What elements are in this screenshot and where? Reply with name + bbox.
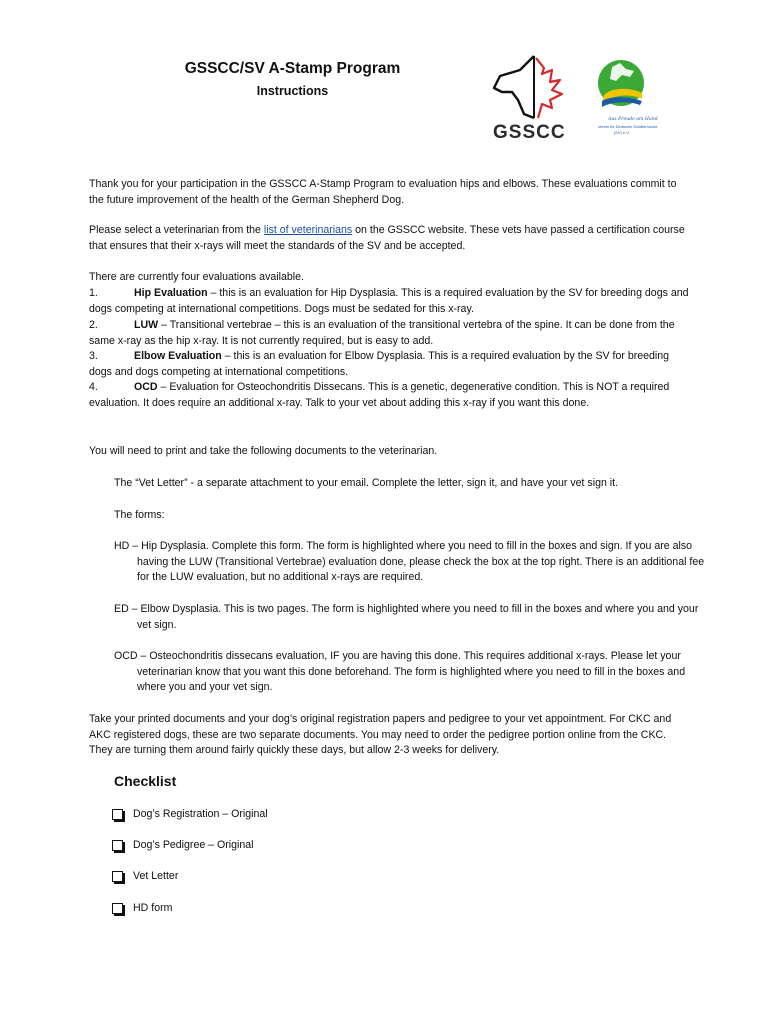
evaluation-name: OCD bbox=[134, 381, 158, 393]
form-ed-paragraph: ED – Elbow Dysplasia. This is two pages. The form is highlighted where you need to fill in the boxes and where you and your vet sign. bbox=[114, 603, 699, 631]
page-title: GSSCC/SV A-Stamp Program bbox=[184, 60, 401, 77]
gsscc-logo-text: GSSCC bbox=[493, 122, 566, 143]
evaluation-number: 2. bbox=[89, 319, 98, 331]
checklist-item-label: Vet Letter bbox=[133, 870, 179, 882]
gsscc-logo bbox=[490, 52, 584, 144]
intro-paragraph: Thank you for your participation in the GSSCC A-Stamp Program to evaluation hips and elbows. These evaluations commit to the future improvement of the health of the German Shepherd Dog. bbox=[89, 178, 677, 206]
checkbox-icon[interactable] bbox=[112, 871, 123, 882]
vet-list-text-before: Please select a veterinarian from the bbox=[89, 224, 264, 236]
evaluation-number: 4. bbox=[89, 381, 98, 393]
sv-logo bbox=[590, 57, 660, 142]
evaluations-lead: There are currently four evaluations available. bbox=[89, 271, 304, 283]
sv-logo-mark bbox=[590, 57, 660, 142]
vet-list-paragraph bbox=[89, 223, 689, 254]
vet-list-link[interactable]: list of veterinarians bbox=[263, 224, 353, 236]
documents-lead: You will need to print and take the following documents to the veterinarian. bbox=[89, 445, 438, 457]
checklist-item-label: Dog’s Pedigree – Original bbox=[133, 839, 254, 851]
checkbox-icon[interactable] bbox=[112, 903, 123, 914]
checklist-item[interactable] bbox=[112, 805, 268, 823]
evaluation-name: LUW bbox=[134, 319, 159, 331]
form-ocd-paragraph: OCD – Osteochondritis dissecans evaluation, IF you are having this done. This requires additional x-rays. Please let your veterinarian know that you want this done beforehand. The form is highlighted where you need to fill in the boxes and where you and your vet sign. bbox=[114, 650, 686, 694]
vet-letter-paragraph: The “Vet Letter” - a separate attachment to your email. Complete the letter, sign it, and have your vet sign it. bbox=[114, 477, 619, 489]
evaluation-item-hip bbox=[89, 286, 689, 317]
evaluation-name: Hip Evaluation bbox=[134, 287, 208, 299]
checklist-item-label: HD form bbox=[133, 902, 173, 914]
evaluation-name: Elbow Evaluation bbox=[134, 350, 222, 362]
sv-logo-line-1: Aus Freude am Hund bbox=[608, 117, 658, 122]
evaluation-item-ocd bbox=[89, 380, 689, 411]
checklist-heading: Checklist bbox=[114, 773, 177, 789]
evaluation-item-luw bbox=[89, 318, 689, 349]
evaluation-number: 1. bbox=[89, 287, 98, 299]
checklist-item[interactable] bbox=[112, 836, 254, 854]
evaluation-description: – this is an evaluation for Elbow Dysplasia. This is a required evaluation by the SV for breeding dogs and dogs competing at international competitions. bbox=[89, 350, 670, 378]
gsscc-logo-mark bbox=[490, 52, 584, 144]
closing-paragraph: Take your printed documents and your dog’s original registration papers and pedigree to your vet appointment. For CKC and AKC registered dogs, these are two separate documents. You may need to order the pedigree portion online from the CKC. They are turning them around fairly quickly these days, but allow 2-3 weeks for delivery. bbox=[89, 713, 672, 757]
checklist-item-label: Dog’s Registration – Original bbox=[133, 808, 268, 820]
evaluation-number: 3. bbox=[89, 350, 98, 362]
forms-label: The forms: bbox=[114, 509, 165, 521]
vet-list-text-after: on the GSSCC website. These vets have passed a certification course that ensures that their x-rays will meet the standards of the SV and be accepted. bbox=[89, 224, 685, 252]
page-subtitle: Instructions bbox=[256, 84, 329, 98]
evaluation-item-elbow bbox=[89, 349, 689, 380]
checkbox-icon[interactable] bbox=[112, 840, 123, 851]
evaluation-description: – Evaluation for Osteochondritis Dissecans. This is a genetic, degenerative condition. This is NOT a required evaluation. It does require an additional x-ray. Talk to your vet about adding this x-ray if you want this done. bbox=[89, 381, 670, 409]
form-hd-paragraph: HD – Hip Dysplasia. Complete this form. The form is highlighted where you need to fill in the boxes and sign. If you are also having the LUW (Transitional Vertebrae) evaluation done, please check the box at the top right. There is an additional fee for the LUW evaluation, but no additional x-rays are required. bbox=[114, 540, 705, 584]
sv-logo-line-2: Verein für Deutsche Schäferhunde bbox=[598, 124, 658, 129]
evaluation-description: – Transitional vertebrae – this is an evaluation of the transitional vertebra of the spine. It can be done from the same x-ray as the hip x-ray. It is not currently required, but is easy to add. bbox=[89, 319, 675, 347]
sv-logo-line-3: (SV) e.V. bbox=[614, 130, 630, 135]
checklist-item[interactable] bbox=[112, 899, 172, 917]
checklist-item[interactable] bbox=[112, 867, 178, 885]
evaluation-description: – this is an evaluation for Hip Dysplasia. This is a required evaluation by the SV for breeding dogs and dogs competing at international competitions. Dogs must be sedated for this x-ray. bbox=[89, 287, 689, 315]
checkbox-icon[interactable] bbox=[112, 809, 123, 820]
